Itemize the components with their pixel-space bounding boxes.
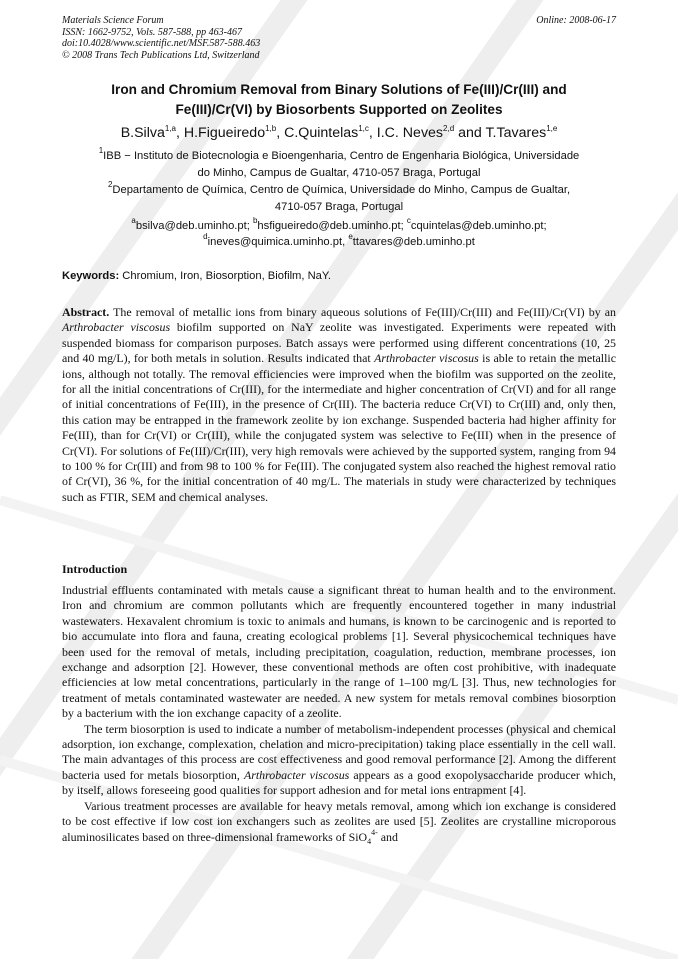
affiliation-mark: 1 — [98, 146, 104, 155]
affiliation-2-line-2: 4710-057 Braga, Portugal — [274, 201, 404, 213]
title-line-2: Fe(III)/Cr(VI) by Biosorbents Supported on Zeolites — [175, 102, 503, 117]
affiliation-1 — [62, 148, 616, 182]
formula-subscript: 4 — [367, 836, 372, 846]
email-d[interactable]: ineves@quimica.uminho.pt, — [207, 236, 349, 248]
author-emails — [62, 218, 616, 250]
author-affiliation-mark: 1,a — [164, 124, 176, 133]
author-affiliation-mark: 2,d — [443, 124, 455, 133]
author-affiliation-mark: 1,b — [265, 124, 277, 133]
paragraph-text: The term biosorption is used to indicate a number of metabolism-independent processes (physical and chemical adsorption, ion exchange, complexation, chelation and micro-precipitation) taking place essentially in the cell wall. The main advantages of this process are cost effectiveness and good removal performance [2]. Among the different bacteria used for metals biosorption, — [62, 721, 616, 782]
email-a[interactable]: bsilva@deb.uminho.pt; — [135, 220, 253, 232]
affiliation-2 — [62, 182, 616, 216]
abstract — [62, 305, 616, 505]
keywords-text: Chromium, Iron, Biosorption, Biofilm, NaY. — [119, 270, 332, 282]
abstract-text: The removal of metallic ions from binary aqueous solutions of Fe(III)/Cr(III) and Fe(III)/Cr(VI) by an — [109, 305, 616, 319]
paragraph-text: Various treatment processes are available for heavy metals removal, among which ion exchange is considered to be cost effective if low cost ion exchangers such as zeolites are used [5]. Zeolites are crystalline microporous aluminosilicates based on three-dimensional frameworks of SiO — [62, 798, 616, 844]
species-name: Arthrobacter viscosus — [374, 351, 479, 366]
formula-superscript: 4- — [371, 827, 378, 837]
email-mark: c — [406, 216, 411, 225]
paragraph-text: appears as a good exopolysaccharide producer which, by itself, allows foreseeing good qualities for support adhesion and for metal ions entrapment [4]. — [62, 767, 616, 798]
doi-line: doi:10.4028/www.scientific.net/MSF.587-588.463 — [62, 38, 261, 50]
journal-name: Materials Science Forum — [62, 15, 164, 26]
author-list — [40, 123, 638, 143]
email-mark: a — [131, 216, 136, 225]
paper-title — [40, 80, 638, 120]
abstract-label: Abstract. — [62, 305, 110, 319]
author-name: C.Quintelas — [284, 125, 359, 141]
author-name: H.Figueiredo — [183, 125, 266, 141]
email-line-1 — [62, 218, 616, 234]
author-name: T.Tavares — [485, 125, 547, 141]
affiliation-mark: 2 — [107, 180, 113, 189]
keywords — [62, 268, 616, 284]
email-b[interactable]: hsfigueiredo@deb.uminho.pt; — [257, 220, 407, 232]
introduction-body — [62, 583, 616, 845]
journal-header — [62, 15, 260, 61]
keywords-label: Keywords: — [62, 270, 120, 282]
section-heading-introduction: Introduction — [62, 562, 128, 576]
email-line-2 — [62, 234, 616, 250]
author-name: I.C. Neves — [376, 125, 444, 141]
email-e[interactable]: ttavares@deb.uminho.pt — [352, 236, 475, 248]
online-date: Online: 2008-06-17 — [536, 15, 616, 26]
issn-line: ISSN: 1662-9752, Vols. 587-588, pp 463-467 — [62, 26, 242, 38]
species-name: Arthrobacter viscosus — [243, 767, 350, 782]
author-separator: and — [454, 125, 486, 141]
author-separator: , — [175, 125, 184, 141]
intro-paragraph-3 — [62, 799, 616, 845]
email-mark: d — [203, 232, 208, 241]
author-affiliation-mark: 1,e — [546, 124, 558, 133]
affiliation-1-line-2: do Minho, Campus de Gualtar, 4710-057 Braga, Portugal — [197, 167, 481, 179]
author-separator: , — [368, 125, 377, 141]
author-affiliation-mark: 1,c — [358, 124, 369, 133]
abstract-text: biofilm supported on NaY zeolite was investigated. Experiments were repeated with suspended biomass for comparison purposes. Batch assays were performed using different concentrations (10, 25 and 40 mg/L), for both metals in solution. Results indicated that — [62, 320, 616, 366]
email-mark: b — [252, 216, 258, 225]
affiliation-2-line-1: Departamento de Química, Centro de Química, Universidade do Minho, Campus de Gualtar, — [112, 184, 571, 196]
email-mark: e — [348, 232, 353, 241]
author-separator: , — [276, 125, 285, 141]
copyright-line: © 2008 Trans Tech Publications Ltd, Switzerland — [62, 49, 260, 61]
affiliation-1-line-1: IBB − Instituto de Biotecnologia e Bioengenharia, Centro de Engenharia Biológica, Universidade — [103, 150, 580, 162]
chemical-formula-suffix — [367, 827, 378, 846]
abstract-text: is able to retain the metallic ions, although not totally. The removal efficiencies were improved when the biofilm was supported on the zeolite, for all the initial concentrations of Cr(III), for the intermediate and higher concentration of Cr(VI) and for all range of initial concentrations of Fe(III), in the presence of Cr(III). The bacteria reduce Cr(VI) to Cr(III) and, only then, this cation may be entrapped in the framework zeolite by ion exchange. Suspended bacteria had higher affinity for Fe(III), than for Cr(VI) or Cr(III), while the conjugated system was selective to Fe(III) when in the presence of Cr(VI). For solutions of Fe(III)/Cr(III), very high removals were achieved by the supported system, ranging from 94 to 100 % for Cr(III) and from 98 to 100 % for Fe(III). The conjugated system also reached the highest removal ratio of Cr(VI), 36 %, for the initial concentration of 40 mg/L. The materials in study were characterized by techniques such as FTIR, SEM and chemical analyses. — [62, 351, 616, 504]
title-line-1: Iron and Chromium Removal from Binary Solutions of Fe(III)/Cr(III) and — [111, 82, 567, 97]
author-name: B.Silva — [120, 125, 165, 141]
intro-paragraph-2 — [62, 722, 616, 799]
email-c[interactable]: cquintelas@deb.uminho.pt; — [410, 220, 547, 232]
intro-paragraph-1: Industrial effluents contaminated with metals cause a significant threat to human health and to the environment. Iron and chromium are common pollutants which are frequently encountered together in many industrial wastewaters. Hexavalent chromium is toxic to animals and humans, is known to be carcinogenic and is reported to bio accumulate into flora and fauna, creating ecological problems [1]. Several physicochemical techniques have been used for the removal of metals, including precipitation, coagulation, reduction, membrane processes, ion exchange and adsorption [2]. However, these conventional methods are often cost prohibitive, with inadequate efficiencies at low metal concentrations, particularly in the range of 1–100 mg/L [3]. Thus, new technologies for treatment of metals contaminated wastewater are needed. A new system for metals removal combines biosorption by a bacterium with the ion exchange capacity of a zeolite. — [62, 583, 616, 721]
paragraph-text: and — [377, 829, 398, 844]
species-name: Arthrobacter viscosus — [62, 320, 171, 335]
